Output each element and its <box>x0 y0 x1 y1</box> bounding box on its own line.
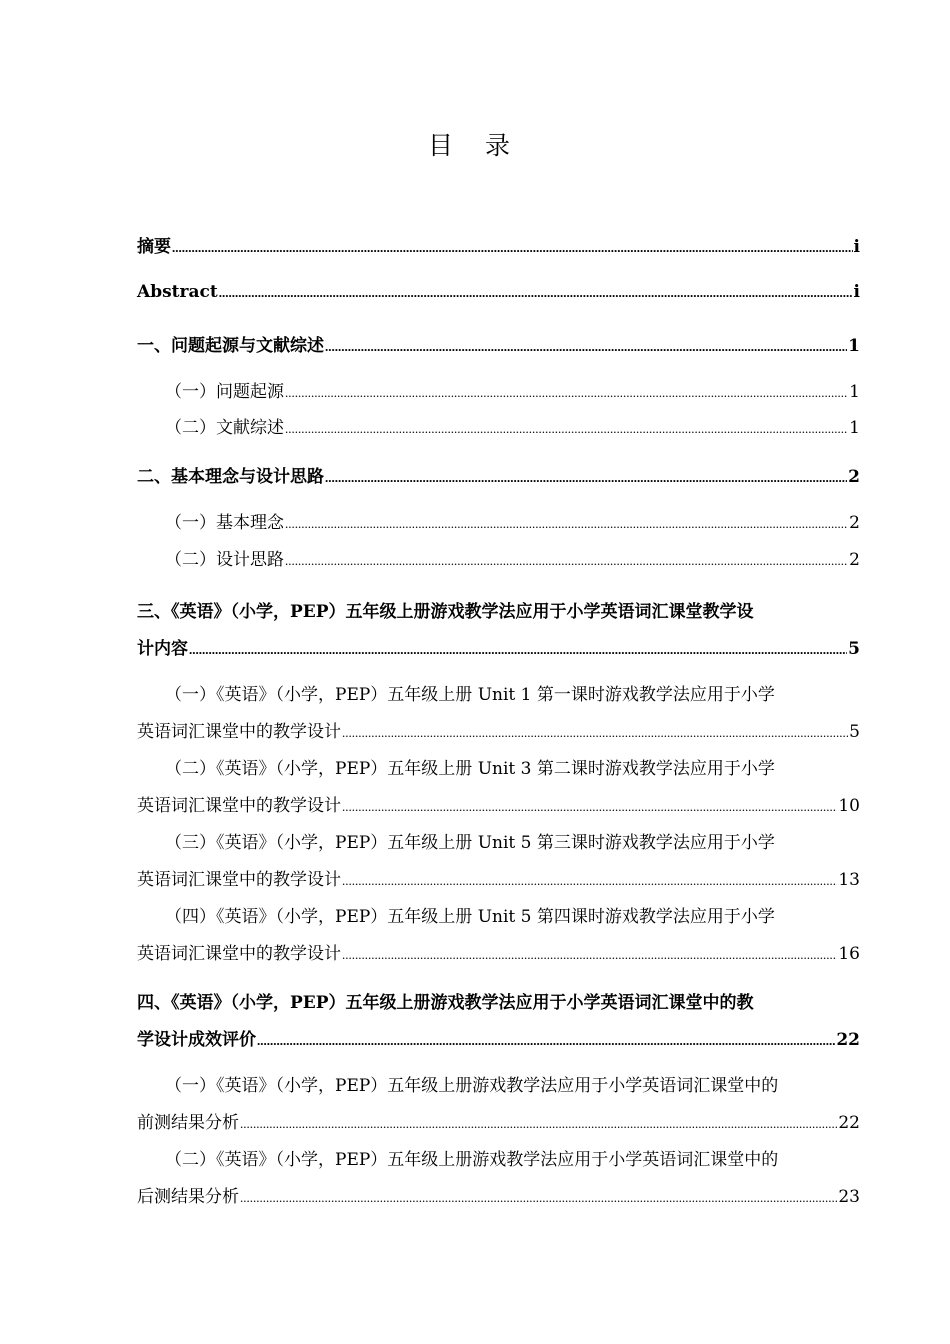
toc-entry-text: 英语词汇课堂中的教学设计 <box>137 796 341 816</box>
toc-entry-text: 英语词汇课堂中的教学设计 <box>137 870 341 890</box>
toc-entry-text: 前测结果分析 <box>137 1113 239 1133</box>
toc-page-number: i <box>853 282 860 302</box>
toc-entry-chapter-2[interactable] <box>137 462 860 487</box>
toc-entry-section-3-2[interactable] <box>137 751 860 825</box>
toc-page-number: 22 <box>836 1030 860 1050</box>
toc-entry-text: （一）问题起源 <box>165 382 284 402</box>
toc-entry-section-2-2[interactable] <box>137 545 860 570</box>
toc-entry-text-line1: （三）《英语》（小学，PEP）五年级上册 Unit 5 第三课时游戏教学法应用于小学 <box>165 833 775 853</box>
toc-leader-dots <box>219 285 853 301</box>
toc-entry-text: 二、基本理念与设计思路 <box>137 467 324 487</box>
toc-page-number: 5 <box>849 722 860 742</box>
toc-entry-text: 摘要 <box>137 237 171 257</box>
toc-entry-text: 后测结果分析 <box>137 1187 239 1207</box>
toc-leader-dots <box>285 385 848 401</box>
toc-entry-text: Abstract <box>137 282 218 302</box>
toc-leader-dots <box>189 631 847 668</box>
toc-entry-text-line1: （一）《英语》（小学，PEP）五年级上册 Unit 1 第一课时游戏教学法应用于小学 <box>165 685 775 705</box>
toc-leader-dots <box>285 421 848 437</box>
toc-entry-section-4-1[interactable] <box>137 1068 860 1142</box>
toc-entry-chapter-4[interactable] <box>137 985 860 1059</box>
toc-leader-dots <box>285 516 848 532</box>
toc-page-number: 23 <box>838 1187 860 1207</box>
toc-leader-dots <box>172 240 853 256</box>
toc-entry-text: 学设计成效评价 <box>137 1030 256 1050</box>
toc-entry-text: 英语词汇课堂中的教学设计 <box>137 722 341 742</box>
toc-entry-text: （二）设计思路 <box>165 550 284 570</box>
toc-page-number: 1 <box>848 336 860 356</box>
toc-entry-section-3-4[interactable] <box>137 899 860 973</box>
toc-entry-text: （一）基本理念 <box>165 513 284 533</box>
toc-leader-dots <box>342 788 837 825</box>
toc-entry-section-3-1[interactable] <box>137 677 860 751</box>
toc-page-number: 1 <box>849 418 860 438</box>
toc-title: 目 录 <box>428 131 522 160</box>
toc-entry-text-line1: （二）《英语》（小学，PEP）五年级上册游戏教学法应用于小学英语词汇课堂中的 <box>165 1150 779 1170</box>
toc-entry-text: 英语词汇课堂中的教学设计 <box>137 944 341 964</box>
toc-leader-dots <box>325 470 847 486</box>
toc-leader-dots <box>342 936 837 973</box>
toc-entry-text-line1: 三、《英语》（小学，PEP）五年级上册游戏教学法应用于小学英语词汇课堂教学设 <box>137 602 754 622</box>
toc-leader-dots <box>257 1022 835 1059</box>
toc-entry-text: 一、问题起源与文献综述 <box>137 336 324 356</box>
toc-leader-dots <box>342 862 837 899</box>
toc-entry-text-line1: （一）《英语》（小学，PEP）五年级上册游戏教学法应用于小学英语词汇课堂中的 <box>165 1076 779 1096</box>
toc-leader-dots <box>240 1105 837 1142</box>
toc-page-number: 10 <box>838 796 860 816</box>
toc-page-number: 2 <box>849 550 860 570</box>
toc-leader-dots <box>325 339 847 355</box>
toc-entry-text-line1: 四、《英语》（小学，PEP）五年级上册游戏教学法应用于小学英语词汇课堂中的教 <box>137 993 754 1013</box>
toc-entry-text-line1: （四）《英语》（小学，PEP）五年级上册 Unit 5 第四课时游戏教学法应用于小学 <box>165 907 775 927</box>
toc-entry-section-1-2[interactable] <box>137 413 860 438</box>
toc-entry-text: （二）文献综述 <box>165 418 284 438</box>
toc-page-number: 16 <box>838 944 860 964</box>
toc-entry-abstract-en[interactable] <box>137 282 860 302</box>
toc-entry-section-3-3[interactable] <box>137 825 860 899</box>
toc-entry-abstract-cn[interactable] <box>137 232 860 257</box>
toc-leader-dots <box>240 1179 837 1216</box>
toc-entry-section-2-1[interactable] <box>137 508 860 533</box>
toc-page-number: i <box>853 237 860 257</box>
toc-page-number: 22 <box>838 1113 860 1133</box>
toc-leader-dots <box>342 714 848 751</box>
toc-entry-section-1-1[interactable] <box>137 377 860 402</box>
toc-entry-section-4-2[interactable] <box>137 1142 860 1216</box>
toc-entry-text: 计内容 <box>137 639 188 659</box>
toc-leader-dots <box>285 553 848 569</box>
toc-page-number: 13 <box>838 870 860 890</box>
toc-page-number: 2 <box>849 513 860 533</box>
toc-page-number: 2 <box>848 467 860 487</box>
toc-entry-text-line1: （二）《英语》（小学，PEP）五年级上册 Unit 3 第二课时游戏教学法应用于小学 <box>165 759 775 779</box>
toc-entry-chapter-3[interactable] <box>137 594 860 668</box>
toc-page-number: 5 <box>848 639 860 659</box>
toc-page-number: 1 <box>849 382 860 402</box>
toc-entry-chapter-1[interactable] <box>137 331 860 356</box>
